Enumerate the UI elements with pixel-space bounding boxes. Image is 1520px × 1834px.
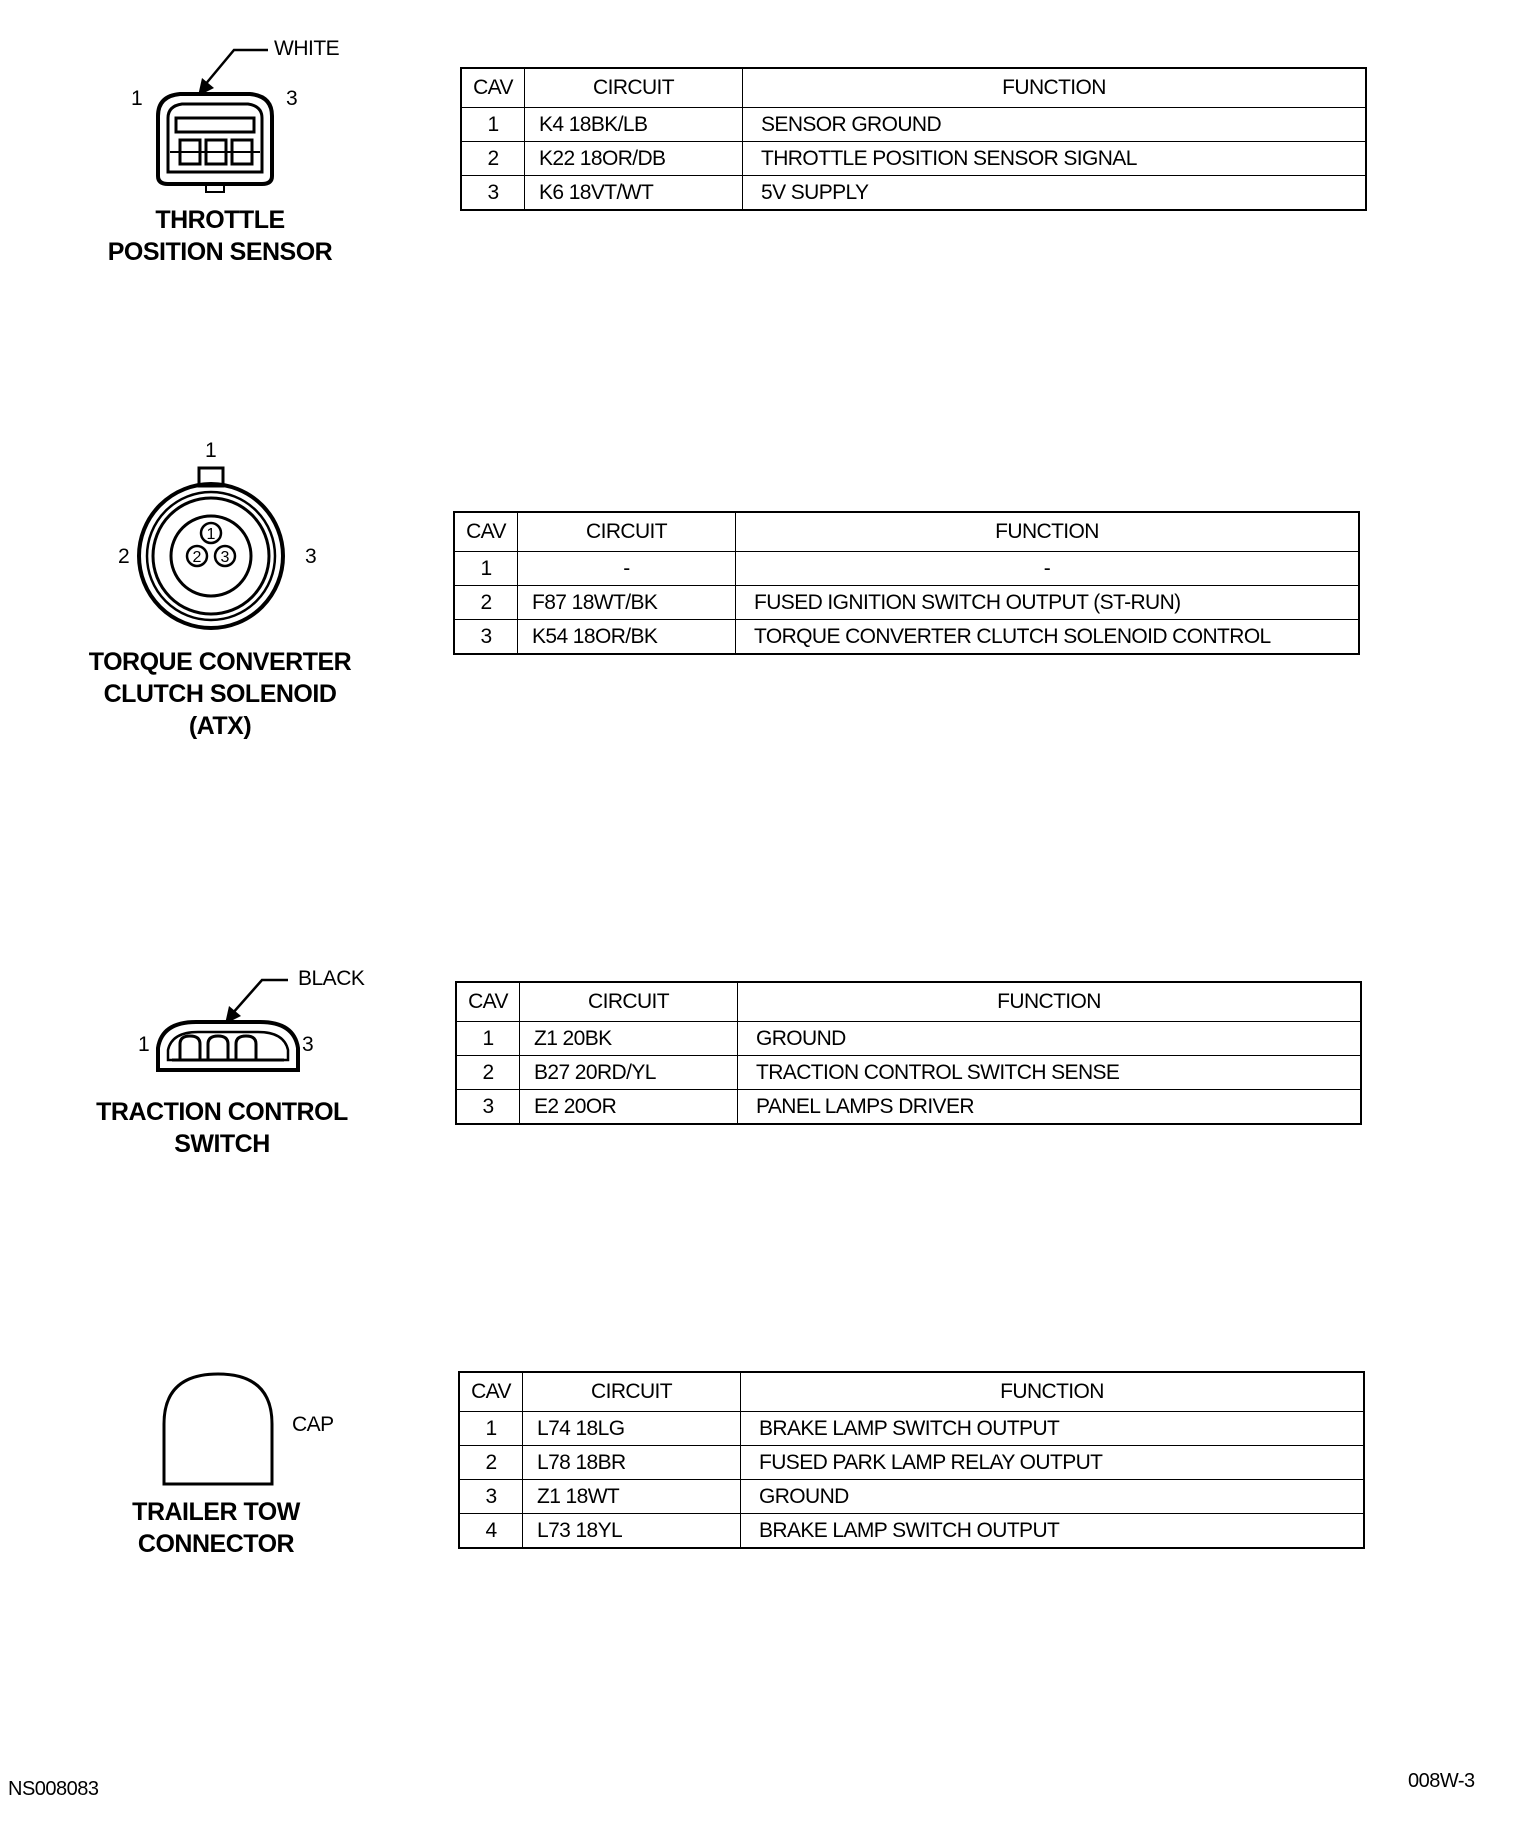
cell-function: FUSED PARK LAMP RELAY OUTPUT [741,1446,1365,1480]
cell-function: PANEL LAMPS DRIVER [738,1090,1362,1125]
header-function: FUNCTION [736,512,1360,552]
table-row [461,142,1366,176]
cell-circuit: - [518,552,736,586]
cell-function: THROTTLE POSITION SENSOR SIGNAL [743,142,1367,176]
title-line: POSITION SENSOR [107,238,333,266]
trailer-tow-connector-pinout-table [458,1371,1365,1549]
traction-control-switch-diagram [0,960,420,1180]
connector-color-label: BLACK [298,967,365,990]
title-line: THROTTLE [155,206,285,234]
table-header-row [454,512,1359,552]
cell-circuit: L73 18YL [523,1514,741,1549]
title-line: CONNECTOR [137,1530,295,1558]
cell-cav: 1 [454,552,518,586]
cell-cav: 1 [461,108,525,142]
throttle-position-sensor-diagram [0,0,420,280]
cell-cav: 2 [459,1446,523,1480]
traction-control-switch-pinout-table [455,981,1362,1125]
header-function: FUNCTION [741,1372,1365,1412]
cell-cav: 2 [454,586,518,620]
title-line: (ATX) [188,712,252,740]
connector-title [70,646,370,742]
figure-code-left: NS008083 [8,1778,99,1800]
title-line: TRACTION CONTROL [96,1098,348,1126]
cell-function: GROUND [738,1022,1362,1056]
pin-label-3: 3 [286,87,298,110]
table-row [459,1446,1364,1480]
cell-circuit: K22 18OR/DB [525,142,743,176]
cell-circuit: L78 18BR [523,1446,741,1480]
cell-function: FUSED IGNITION SWITCH OUTPUT (ST-RUN) [736,586,1360,620]
table-row [461,108,1366,142]
cell-cav: 2 [461,142,525,176]
cell-function: TRACTION CONTROL SWITCH SENSE [738,1056,1362,1090]
cell-circuit: L74 18LG [523,1412,741,1446]
table-row [459,1514,1364,1549]
title-line: CLUTCH SOLENOID [103,680,337,708]
pin-label-1: 1 [205,439,217,462]
cell-circuit: F87 18WT/BK [518,586,736,620]
cell-function: BRAKE LAMP SWITCH OUTPUT [741,1514,1365,1549]
cell-cav: 1 [459,1412,523,1446]
header-cav: CAV [459,1372,523,1412]
table-row [459,1412,1364,1446]
header-cav: CAV [456,982,520,1022]
cell-cav: 2 [456,1056,520,1090]
trailer-tow-connector-diagram [0,1360,420,1580]
pin-label-1: 1 [138,1033,150,1056]
table-row [456,1090,1361,1125]
throttle-position-sensor-pinout-table [460,67,1367,211]
cell-circuit: E2 20OR [520,1090,738,1125]
pin-label-3: 3 [305,545,317,568]
header-cav: CAV [461,68,525,108]
pin-label-2: 2 [118,545,130,568]
svg-text:2: 2 [192,549,202,566]
connector-title [66,1496,366,1560]
cell-circuit: K54 18OR/BK [518,620,736,655]
cell-circuit: K4 18BK/LB [525,108,743,142]
cell-circuit: K6 18VT/WT [525,176,743,211]
connector-title [70,204,370,268]
table-row [454,586,1359,620]
title-line: TORQUE CONVERTER [88,648,352,676]
cell-function: GROUND [741,1480,1365,1514]
table-row [459,1480,1364,1514]
table-header-row [459,1372,1364,1412]
cell-circuit: Z1 20BK [520,1022,738,1056]
cell-cav: 3 [461,176,525,211]
cell-function: BRAKE LAMP SWITCH OUTPUT [741,1412,1365,1446]
cell-function: 5V SUPPLY [743,176,1367,211]
header-circuit: CIRCUIT [525,68,743,108]
title-line: SWITCH [174,1130,270,1158]
pin-label-3: 3 [302,1033,314,1056]
header-circuit: CIRCUIT [518,512,736,552]
figure-code-right: 008W-3 [1408,1770,1475,1792]
title-line: TRAILER TOW [132,1498,300,1526]
connector-title [72,1096,372,1160]
header-circuit: CIRCUIT [520,982,738,1022]
cell-function: TORQUE CONVERTER CLUTCH SOLENOID CONTROL [736,620,1360,655]
cell-circuit: Z1 18WT [523,1480,741,1514]
cell-function: - [736,552,1360,586]
table-row [456,1056,1361,1090]
cell-cav: 3 [459,1480,523,1514]
torque-converter-clutch-pinout-table [453,511,1360,655]
header-cav: CAV [454,512,518,552]
torque-converter-clutch-solenoid-diagram [0,440,420,760]
cell-cav: 4 [459,1514,523,1549]
cap-label: CAP [292,1413,334,1436]
header-function: FUNCTION [738,982,1362,1022]
table-row [454,620,1359,655]
cell-cav: 1 [456,1022,520,1056]
cell-circuit: B27 20RD/YL [520,1056,738,1090]
header-circuit: CIRCUIT [523,1372,741,1412]
cell-cav: 3 [454,620,518,655]
table-row [456,1022,1361,1056]
connector-color-label: WHITE [274,37,340,60]
table-row [461,176,1366,211]
cell-function: SENSOR GROUND [743,108,1367,142]
table-header-row [461,68,1366,108]
table-header-row [456,982,1361,1022]
cell-cav: 3 [456,1090,520,1125]
svg-text:3: 3 [220,549,230,566]
header-function: FUNCTION [743,68,1367,108]
pin-label-1: 1 [131,87,143,110]
table-row [454,552,1359,586]
svg-text:1: 1 [206,526,216,543]
